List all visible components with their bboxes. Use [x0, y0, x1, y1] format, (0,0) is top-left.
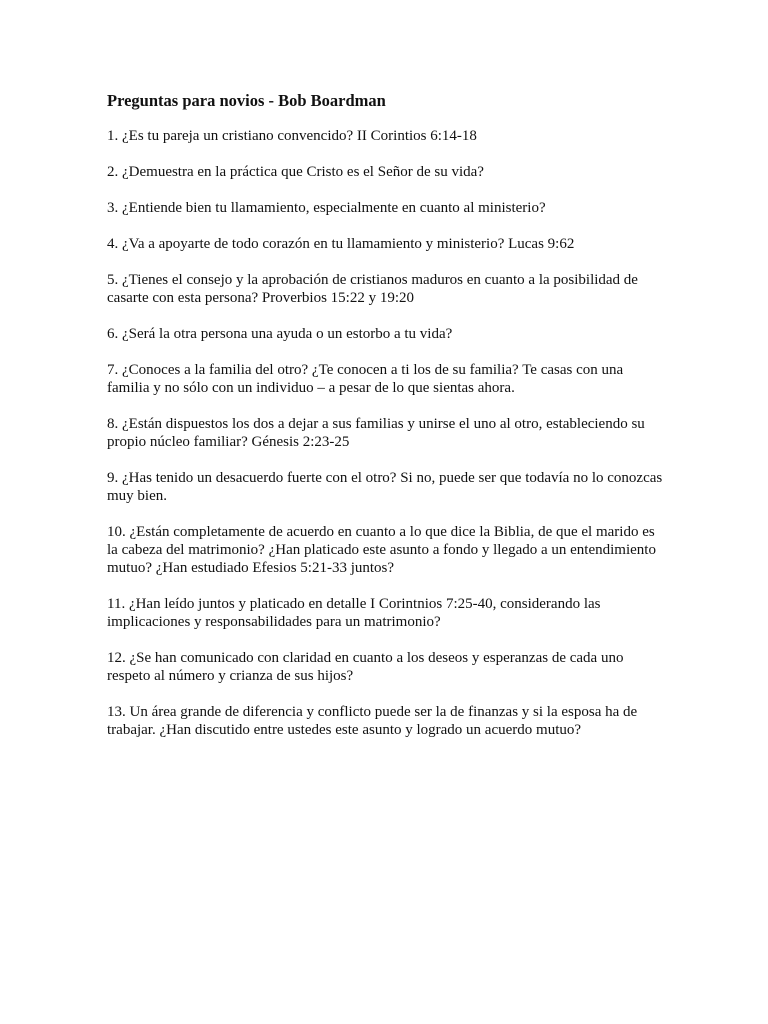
question-item: 9. ¿Has tenido un desacuerdo fuerte con el otro? Si no, puede ser que todavía no lo conozcas muy bien. — [107, 470, 663, 504]
question-item: 3. ¿Entiende bien tu llamamiento, especialmente en cuanto al ministerio? — [107, 200, 546, 216]
question-item: 7. ¿Conoces a la familia del otro? ¿Te conocen a ti los de su familia? Te casas con una familia y no sólo con un individuo – a pesar de lo que sientas ahora. — [107, 362, 624, 396]
document-title: Preguntas para novios - Bob Boardman — [107, 91, 386, 110]
question-item: 13. Un área grande de diferencia y conflicto puede ser la de finanzas y si la esposa ha de trabajar. ¿Han discutido entre ustedes este asunto y logrado un acuerdo mutuo? — [107, 704, 638, 738]
document-page — [107, 90, 667, 757]
question-item: 4. ¿Va a apoyarte de todo corazón en tu llamamiento y ministerio? Lucas 9:62 — [107, 236, 575, 252]
question-list — [107, 127, 667, 739]
question-item: 11. ¿Han leído juntos y platicado en detalle I Corintnios 7:25-40, considerando las implicaciones y responsabilidades para un matrimonio? — [107, 596, 601, 630]
question-item: 10. ¿Están completamente de acuerdo en cuanto a lo que dice la Biblia, de que el marido es la cabeza del matrimonio? ¿Han platicado este asunto a fondo y llegado a un entendimiento mutuo? ¿Han estudiado Efesios 5:21-33 juntos? — [107, 524, 656, 576]
question-item: 12. ¿Se han comunicado con claridad en cuanto a los deseos y esperanzas de cada uno respeto al número y crianza de sus hijos? — [107, 650, 624, 684]
question-item: 6. ¿Será la otra persona una ayuda o un estorbo a tu vida? — [107, 326, 453, 342]
question-item: 5. ¿Tienes el consejo y la aprobación de cristianos maduros en cuanto a la posibilidad de casarte con esta persona? Proverbios 15:22 y 19:20 — [107, 272, 638, 306]
question-item: 2. ¿Demuestra en la práctica que Cristo es el Señor de su vida? — [107, 164, 484, 180]
question-item: 8. ¿Están dispuestos los dos a dejar a sus familias y unirse el uno al otro, estableciendo su propio núcleo familiar? Génesis 2:23-25 — [107, 416, 645, 450]
question-item: 1. ¿Es tu pareja un cristiano convencido? II Corintios 6:14-18 — [107, 128, 477, 144]
